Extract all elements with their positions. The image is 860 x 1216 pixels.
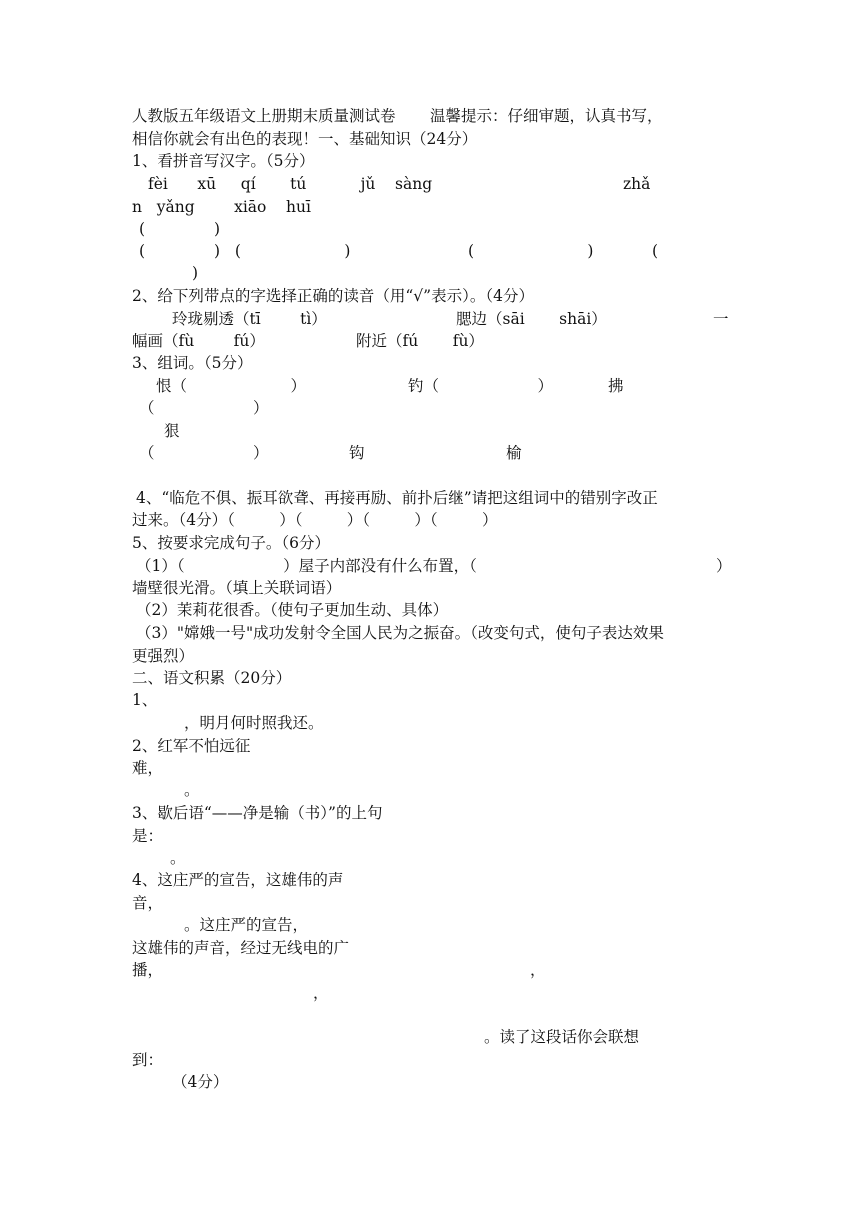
word-hen2: 狠 xyxy=(164,422,180,440)
accum-4-associate: 。读了这段话你会联想 xyxy=(484,1028,640,1046)
accum-1: 1、 xyxy=(132,691,158,709)
accum-4-comma-1: ， xyxy=(530,961,546,979)
word-diao: 钓（ ） xyxy=(408,377,554,395)
text-line-3: 1、看拼音写汉字。（5分） xyxy=(132,152,315,170)
accum-4: 4、这庄严的宣告，这雄伟的声 xyxy=(132,871,344,889)
accum-4-broadcast: 播， xyxy=(132,961,164,979)
accum-1-text: ，明月何时照我还。 xyxy=(184,714,324,732)
answer-blank-4-close: ) xyxy=(192,264,199,282)
text-line-q4-cont: 过来。（4分）（ ）（ ）（ ）（ ） xyxy=(132,511,498,529)
answer-blank-4-open: ( xyxy=(652,242,659,260)
word-hen: 恨（ ） xyxy=(156,377,306,395)
sentence-1-close: ） xyxy=(716,557,732,575)
accum-2-end: 。 xyxy=(184,781,200,799)
accum-4-to: 到： xyxy=(132,1051,164,1069)
text-line-2: 相信你就会有出色的表现！一、基础知识（24分） xyxy=(132,130,478,148)
text-line-1: 人教版五年级语文上册期末质量测试卷 温馨提示：仔细审题，认真书写， xyxy=(132,107,663,125)
text-line-q3: 3、组词。（5分） xyxy=(132,354,253,372)
accum-2: 2、红军不怕远征 xyxy=(132,737,251,755)
text-line-q4: 4、“临危不俱、振耳欲聋、再接再励、前扑后继”请把这组词中的错别字改正 xyxy=(136,489,658,507)
accum-4-comma-2: ， xyxy=(313,984,329,1002)
answer-blank-1: ( ) xyxy=(139,220,221,238)
word-gou: 钩 xyxy=(349,444,365,462)
word-fu-blank: （ ） xyxy=(139,399,269,417)
text-line-q2: 2、给下列带点的字选择正确的读音（用“√”表示）。（4分） xyxy=(132,287,534,305)
pinyin-line-1: fèi xū qí tú jǔ sàng xyxy=(148,175,433,193)
sentence-3-cont: 更强烈） xyxy=(132,647,195,665)
accum-4-score: （4分） xyxy=(172,1073,229,1091)
reading-item-1: 玲珑剔透（tī tì） xyxy=(172,310,327,328)
sentence-1: （1）（ ）屋子内部没有什么布置，（ xyxy=(136,557,477,575)
section-2-title: 二、语文积累（20分） xyxy=(132,669,292,687)
pinyin-line-2: n yǎng xiāo huī xyxy=(132,198,311,216)
sentence-3: （3）"嫦娥一号"成功发射令全国人民为之振奋。（改变句式，使句子表达效果 xyxy=(136,624,664,642)
word-hen2-blank: （ ） xyxy=(139,444,269,462)
answer-blank-3: ( ) xyxy=(468,242,594,260)
sentence-2: （2）茉莉花很香。（使句子更加生动、具体） xyxy=(136,601,449,619)
text-line-q5: 5、按要求完成句子。（6分） xyxy=(132,534,330,552)
accum-3: 3、歇后语“——净是输（书）”的上句 xyxy=(132,804,383,822)
word-fu: 拂 xyxy=(608,377,624,395)
reading-item-3b: 幅画（fù fú） xyxy=(132,332,265,350)
accum-4-cont: 音， xyxy=(132,894,164,912)
word-yu: 榆 xyxy=(506,444,522,462)
reading-item-2: 腮边（sāi shāi） xyxy=(456,310,607,328)
accum-2-cont: 难， xyxy=(132,759,164,777)
accum-4-text: 。这庄严的宣告， xyxy=(184,916,309,934)
answer-blank-2: ( ) ( ) xyxy=(139,242,351,260)
accum-3-cont: 是： xyxy=(132,827,164,845)
sentence-1-cont: 墙壁很光滑。（填上关联词语） xyxy=(132,579,342,597)
accum-4-line: 这雄伟的声音，经过无线电的广 xyxy=(132,939,350,957)
reading-item-3a: 一 xyxy=(713,310,729,328)
pinyin-zha: zhǎ xyxy=(623,175,651,193)
reading-item-4: 附近（fú fù） xyxy=(356,332,484,350)
accum-3-end: 。 xyxy=(170,849,186,867)
